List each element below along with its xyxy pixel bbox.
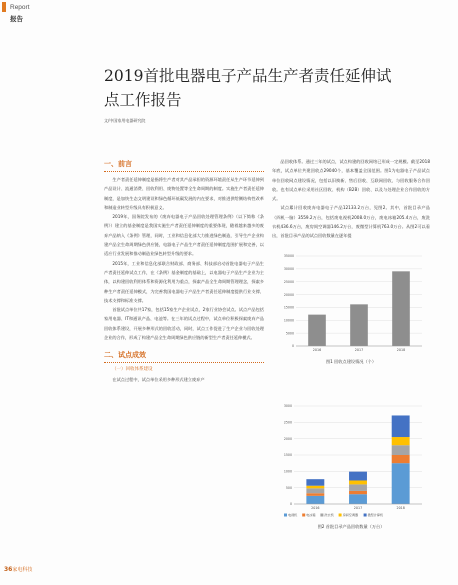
paragraph: 试点累计回收废弃电器电子产品12133.2万台，见图2。其中，首批目录产品（四机一脑）3559.2万台，包括废电视机2008.0万台，废电冰箱205.4万台，废洗衣机436.6万台，废房间空调器146.2万台，废微型计算机763.0万台。从图2可以看出，首批目录产品的试点回收数量在逐年提 bbox=[272, 205, 430, 239]
y-tick-label: 1500 bbox=[283, 453, 292, 458]
header-accent-bar bbox=[2, 2, 6, 12]
x-tick-label: 2017 bbox=[353, 506, 363, 510]
section-label-en: Report bbox=[10, 4, 30, 11]
article-title: 2019首批电器电子产品生产者责任延伸试点工作报告 bbox=[104, 67, 392, 109]
y-tick-label: 0 bbox=[289, 502, 292, 507]
y-tick-label: 3000 bbox=[283, 404, 292, 409]
bar-segment bbox=[392, 463, 410, 504]
article-author: 文/中国家用电器研究院 bbox=[104, 118, 146, 123]
figure-1-caption: 图1 回收点建设情况（个） bbox=[325, 359, 377, 364]
bar-segment bbox=[392, 445, 410, 455]
y-tick-label: 500 bbox=[285, 485, 292, 490]
page-footer bbox=[4, 566, 32, 573]
section-divider bbox=[104, 362, 264, 363]
y-tick-label: 10000 bbox=[283, 318, 294, 323]
bar-segment bbox=[349, 480, 367, 484]
y-tick-label: 1000 bbox=[283, 469, 292, 474]
legend-swatch bbox=[339, 514, 342, 517]
legend-swatch bbox=[364, 514, 367, 517]
figure-2-caption: 图2 首批目录产品回收数量（万台） bbox=[317, 524, 385, 529]
figure-2-chart bbox=[272, 400, 430, 522]
bar-segment bbox=[306, 479, 324, 486]
legend-swatch bbox=[302, 514, 305, 517]
paragraph: 首批试点单位共17家，包括15家生产企业试点，2家行业协会试点。试点产品包括家用电器、IT和通讯产品、电池等。在三年的试点过程中，试点单位积极探索废弃产品回收体系建设，开展多种形式的回收活动，同时，试点工作促进了生产企业与回收处理企业的合作，形成了构建产品全生命周期绿色供应链的新型生产者责任延伸模式。 bbox=[104, 307, 264, 341]
y-tick-label: 25000 bbox=[283, 279, 294, 284]
y-tick-label: 2500 bbox=[283, 420, 292, 425]
paragraph: 生产者责任延伸制度是指将生产者对其产品承担的资源环境责任从生产环节延伸到产品设计、流通消费、回收利用、废物处置等全生命周期的制度。实施生产者责任延伸制度，是加快生态文明建设和绿色循环低碳发展的内在要求，对推进供给侧结构性改革和制造业转型升级具有积极意义。 bbox=[104, 177, 264, 210]
section-heading-preface: 一、前言 bbox=[104, 160, 132, 168]
bar-segment bbox=[349, 484, 367, 491]
y-tick-label: 30000 bbox=[283, 267, 294, 272]
legend-swatch bbox=[284, 514, 287, 517]
x-tick-label: 2018 bbox=[396, 506, 405, 510]
y-tick-label: 2000 bbox=[283, 436, 292, 441]
magazine-name: 家电科技 bbox=[12, 567, 33, 573]
legend-label: 电视机 bbox=[288, 513, 298, 517]
paragraph: 在试点过程中，试点单位采用多种形式建立废弃产 bbox=[112, 377, 205, 383]
bar-segment bbox=[349, 472, 367, 481]
y-tick-label: 15000 bbox=[283, 305, 294, 310]
x-tick-label: 2018 bbox=[396, 348, 406, 352]
x-tick-label: 2016 bbox=[311, 506, 320, 510]
legend-label: 电冰箱 bbox=[306, 513, 316, 517]
bar-segment bbox=[306, 488, 324, 493]
bar bbox=[392, 271, 410, 346]
left-column bbox=[104, 157, 264, 385]
legend-label: 微型计算机 bbox=[367, 513, 384, 517]
bar bbox=[350, 304, 368, 346]
section-divider bbox=[104, 171, 264, 172]
subsection-heading: （一）回收体系建设 bbox=[112, 367, 153, 373]
bar-segment bbox=[392, 415, 410, 437]
x-tick-label: 2017 bbox=[354, 348, 364, 352]
right-column bbox=[272, 157, 430, 241]
paragraph: 2019年，国务院发布的《废弃电器电子产品回收处理管理条例》（以下简称《条例》）建立的基金制度是我国实施生产者责任延伸制度的重要体现，随着越来越多的废弃产品纳入《条例》管理，同时，工业和信息化部大力推进绿色制造，引导生产企业构建产品全生命周期绿色供应链，电器电子产品生产者责任延伸制度范围扩展和完善，以适应行业发展和推动制造业绿色转型升级的要求。 bbox=[104, 214, 264, 257]
bar-segment bbox=[392, 455, 410, 463]
paragraph: 品回收体系。通过三年的试点，试点构建的回收网络已形成一定规模。截至2018年底，试点单位共建回收点29040个，基本覆盖全国范围。图1为电器电子产品试点单位回收网点建设情况，包括以旧换新、售后回收、互联网回收、与回收服务合作回收。也有试点单位采用社区回收、机构（B2B）回收、以及与处理企业合作回收的方式。 bbox=[272, 159, 430, 202]
bar bbox=[308, 315, 326, 346]
y-tick-label: 5000 bbox=[285, 331, 294, 336]
legend-swatch bbox=[320, 514, 323, 517]
bar-segment bbox=[349, 494, 367, 504]
x-tick-label: 2016 bbox=[312, 348, 322, 352]
page-number: 36 bbox=[4, 566, 13, 573]
y-tick-label: 35000 bbox=[283, 254, 294, 259]
section-heading-results: 二、试点成效 bbox=[104, 351, 146, 360]
bar-segment bbox=[306, 486, 324, 489]
legend-label: 房间空调器 bbox=[342, 513, 359, 517]
bar-segment bbox=[349, 491, 367, 494]
section-label-cn: 报告 bbox=[10, 15, 23, 23]
bar-segment bbox=[306, 493, 324, 496]
y-tick-label: 0 bbox=[291, 344, 294, 349]
y-tick-label: 20000 bbox=[283, 292, 294, 297]
legend-label: 洗衣机 bbox=[324, 513, 334, 517]
paragraph: 2015年，工业和信息化部联合财政部、商务部、科技部启动首批电器电子产品生产者责任延伸试点工作，在《条例》基金制度的基础上，以电器电子产品生产企业为主体，以构建回收利用体系和资源化利用为重点，探索产品全生命周期管理理念，探索多种生产者责任延伸模式，为完善我国电器电子产品生产者责任延伸制度提供行业支撑、技术支撑和标准支撑。 bbox=[104, 260, 264, 303]
bar-segment bbox=[306, 496, 324, 504]
bar-segment bbox=[392, 437, 410, 445]
figure-1-chart bbox=[272, 250, 430, 356]
